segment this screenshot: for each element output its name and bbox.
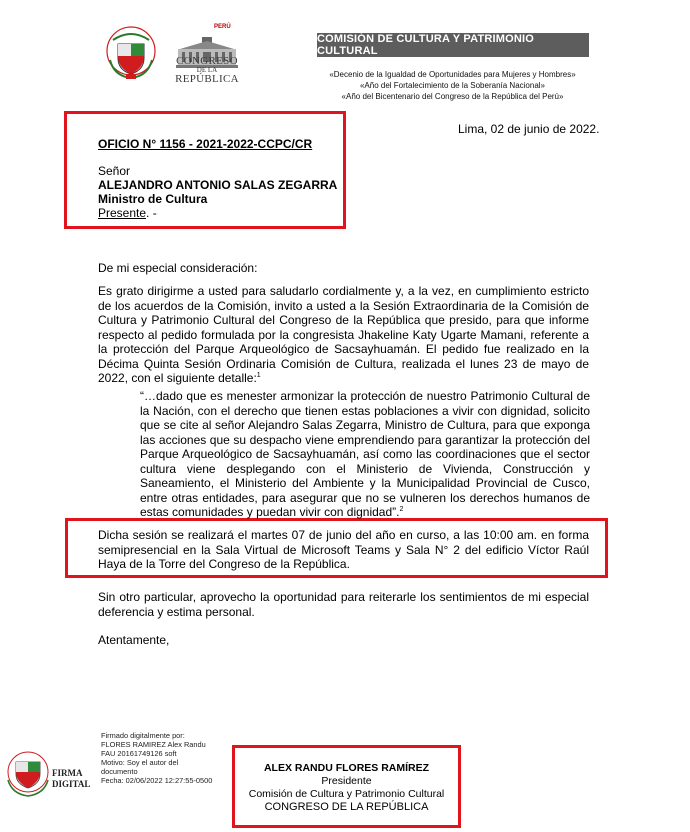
firma-digital-logo [4,740,94,800]
presente-suffix: . - [146,206,157,220]
recipient-name: ALEJANDRO ANTONIO SALAS ZEGARRA [98,178,338,192]
peru-shield-logo [104,24,158,82]
congreso-wordmark [172,56,242,84]
digital-label: DIGITAL [52,779,91,789]
signature-detail-line: Firmado digitalmente por: [101,731,185,740]
signature-detail-line: FAU 20161749126 soft [101,749,177,758]
signer-commission: Comisión de Cultura y Patrimonio Cultural [248,788,445,800]
signature-detail-line: documento [101,767,138,776]
quoted-request [140,389,590,520]
footnote-ref-2: 2 [399,506,404,513]
congreso-line2: DE LA [196,66,218,74]
decree-line: «Año del Fortalecimiento de la Soberanía Nacional» [359,81,545,90]
commission-banner: COMISIÓN DE CULTURA Y PATRIMONIO CULTURAL [317,33,589,57]
signer-title: Presidente [321,775,372,787]
signature-detail-line: FLORES RAMIREZ Alex Randu [101,740,206,749]
recipient-role: Ministro de Cultura [98,192,208,206]
footnote-ref-1: 1 [256,372,261,379]
oficio-number: OFICIO N° 1156 - 2021-2022-CCPC/CR [98,137,313,151]
salutation-title: Señor [98,164,131,178]
paragraph-main-text: Es grato dirigirme a usted para saludarlo cordialmente y, a la vez, en cumplimiento estricto de los acuerdos de la Comisión, invito a usted a la Sesión Extraordinaria de la Comisión de Cultura y Patrimonio Cultural del Congreso de la República que presido, para que informe respecto al pedido formulada por la congresista Jhakeline Katy Ugarte Mamani, referente a la protección del Parque Arqueológico de Sacsayhuamán. El pedido fue realizado en la Décima Quinta Sesión Ordinaria Comisión de Cultura, realizada el lunes 23 de mayo de 2022, con el siguiente detalle: [98,284,589,385]
signature-block [235,762,458,814]
presente-line [98,206,337,220]
congreso-line3: REPÚBLICA [175,73,239,85]
letter-date: Lima, 02 de junio de 2022. [458,122,600,136]
digital-signature-details [101,731,236,785]
firma-label: FIRMA [52,768,83,778]
decree-line: «Decenio de la Igualdad de Oportunidades para Mujeres y Hombres» [329,70,576,79]
paragraph-main [98,284,589,386]
presente-word: Presente [98,206,147,220]
decree-line: «Año del Bicentenario del Congreso de la República del Perú» [341,92,564,101]
greeting: De mi especial consideración: [98,261,258,275]
paragraph-closing: Sin otro particular, aprovecho la oportunidad para reiterarle los sentimientos de mi especial deferencia y estima personal. [98,590,589,619]
signature-detail-line: Motivo: Soy el autor del [101,758,179,767]
signer-organization: CONGRESO DE LA REPÚBLICA [264,801,429,813]
farewell: Atentamente, [98,633,170,647]
congreso-line1: CONGRESO [176,55,238,67]
addressee-block [98,164,337,220]
signer-name: ALEX RANDU FLORES RAMÍREZ [263,762,430,774]
quote-text: “…dado que es menester armonizar la protección de nuestro Patrimonio Cultural de la Nación, con el derecho que tienen estas poblaciones a vivir con dignidad, solicito que se cite al señor Alejandro Salas Zegarra, Ministro de Cultura, para que exponga las acciones que su despacho viene emprendiendo para garantizar la protección del Parque Arqueológico de Sacsayhuamán, así como las coordinaciones que el sector cultura viene desplegando con el Ministerio de Vivienda, Construcción y Saneamiento, el Ministerio del Ambiente y la Municipalidad Provincial de Cusco, entre otras entidades, para asegurar que no se vulneren los derechos humanos de estas comunidades y puedan vivir con dignidad”. [140,389,590,519]
signature-detail-line: Fecha: 02/06/2022 12:27:55-0500 [101,776,213,785]
peru-tag: PERÚ [214,24,231,30]
paragraph-session: Dicha sesión se realizará el martes 07 de junio del año en curso, a las 10:00 am. en forma semipresencial en la Sala Virtual de Microsoft Teams y Sala N° 2 del edificio Víctor Raúl Haya de la Torre del Congreso de la República. [98,528,589,571]
decree-lines [300,69,605,102]
